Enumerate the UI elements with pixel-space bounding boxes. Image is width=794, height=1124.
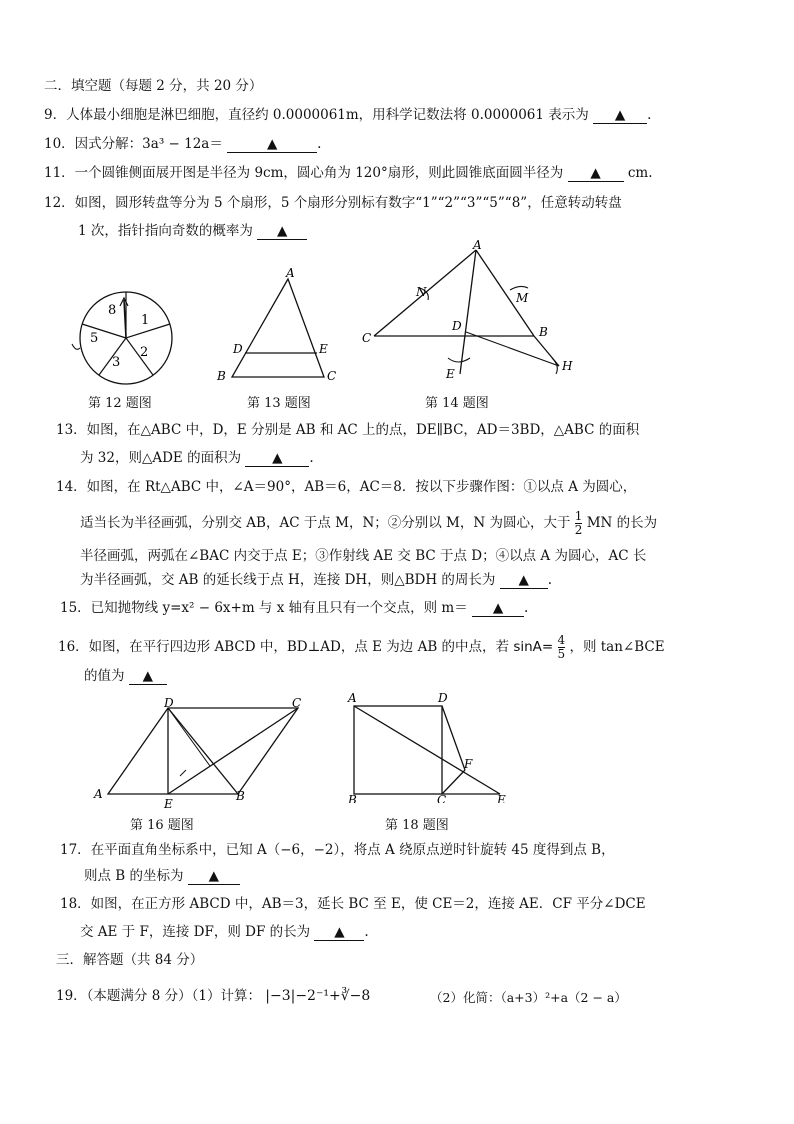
fig13-label-A: A <box>286 266 295 280</box>
question-17-line-1: 17．在平面直角坐标系中，已知 A（−6，−2），将点 A 绕原点逆时针旋转 45 度得到点 B， <box>60 842 615 858</box>
answer-blank-18[interactable]: ▲ <box>314 924 364 941</box>
fig14-label-C: C <box>362 331 372 345</box>
question-9-text: 9．人体最小细胞是淋巴细胞，直径约 0.0000061m，用科学记数法将 0.0000061 表示为 <box>44 107 589 123</box>
caption-figure-16: 第 16 题图 <box>130 818 194 833</box>
question-16-text-a: 16．如图，在平行四边形 ABCD 中，BD⊥AD，点 E 为边 AB 的中点，若 <box>58 639 510 655</box>
fraction-one-half <box>575 510 583 537</box>
fig12-sector-label: 5 <box>90 331 99 346</box>
question-9: 9．人体最小细胞是淋巴细胞，直径约 0.0000061m，用科学记数法将 0.0000061 表示为 ▲ . <box>44 107 652 123</box>
fig14-label-B: B <box>539 325 548 339</box>
sin-a-label: sinA= <box>513 639 554 655</box>
fig16-label-A: A <box>94 787 103 801</box>
question-14-line-4: 为半径画弧，交 AB 的延长线于点 H，连接 DH，则△BDH 的周长为 ▲ . <box>80 572 552 588</box>
fraction-numerator: 4 <box>557 633 566 647</box>
question-10-text: 10．因式分解：3a³ − 12a＝ <box>44 136 223 152</box>
figure-14-construction <box>356 238 586 383</box>
fig14-label-M: M <box>516 291 529 305</box>
question-11 <box>44 163 652 183</box>
question-10: 10．因式分解：3a³ − 12a＝ ▲ . <box>44 136 322 152</box>
answer-blank-13[interactable]: ▲ <box>245 450 309 467</box>
question-14-line-1: 14．如图，在 Rt△ABC 中，∠A＝90°，AB＝6，AC＝8．按以下步骤作图：①以点 A 为圆心， <box>56 479 637 495</box>
answer-blank-14[interactable]: ▲ <box>500 572 548 589</box>
question-17-text: 则点 B 的坐标为 <box>84 868 184 884</box>
answer-blank-16[interactable]: ▲ <box>129 668 167 685</box>
caption-figure-18: 第 18 题图 <box>385 818 449 833</box>
question-13-text: 为 32，则△ADE 的面积为 <box>80 450 242 466</box>
section-title-solve: 三．解答题（共 84 分） <box>56 952 204 968</box>
question-14-text: 为半径画弧，交 AB 的延长线于点 H，连接 DH，则△BDH 的周长为 <box>80 572 496 588</box>
fraction-denominator: 2 <box>574 523 583 537</box>
fig14-label-E: E <box>446 367 455 381</box>
caption-figure-13: 第 13 题图 <box>247 396 311 411</box>
rotation-arrow-icon <box>72 344 80 349</box>
figure-16-parallelogram <box>90 696 315 811</box>
question-17-line-2 <box>84 866 240 886</box>
question-16-text: 的值为 <box>84 668 125 684</box>
question-19-expression: |−3|−2⁻¹+∛−8 <box>265 988 371 1004</box>
fig12-sector-label: 8 <box>108 303 117 318</box>
fig18-label-E: E <box>497 793 506 803</box>
question-14-text-a: 适当长为半径画弧，分别交 AB，AC 于点 M，N；②分别以 M，N 为圆心，大于 <box>80 515 571 531</box>
fig13-label-D: D <box>233 342 243 356</box>
answer-blank-12[interactable]: ▲ <box>257 223 307 240</box>
fig14-label-A: A <box>473 238 482 252</box>
question-13-line-2: 为 32，则△ADE 的面积为 ▲ . <box>80 450 314 466</box>
fig16-label-D: D <box>164 696 174 710</box>
question-14-line-3: 半径画弧，两弧在∠BAC 内交于点 E；③作射线 AE 交 BC 于点 D；④以点 A 为圆心，AC 长 <box>80 548 647 564</box>
question-11-unit: cm. <box>627 165 653 181</box>
fraction-four-fifths <box>558 634 566 661</box>
question-16-text-b: ，则 tan∠BCE <box>569 639 665 655</box>
fraction-numerator: 1 <box>574 509 583 523</box>
question-13-line-1: 13．如图，在△ABC 中，D，E 分别是 AB 和 AC 上的点，DE∥BC，AD＝3BD，△ABC 的面积 <box>56 422 640 438</box>
question-16-line-2 <box>84 666 167 686</box>
fraction-denominator: 5 <box>557 647 566 661</box>
fig18-label-B: B <box>348 793 357 803</box>
question-12-line-2 <box>78 221 307 241</box>
fig12-sector-label: 3 <box>112 355 121 370</box>
question-19 <box>56 986 370 1006</box>
question-12-line-1: 12．如图，圆形转盘等分为 5 个扇形，5 个扇形分别标有数字“1”“2”“3”“5”“8”，任意转动转盘 <box>44 195 622 211</box>
fig12-sector-label: 2 <box>140 345 149 360</box>
caption-figure-12: 第 12 题图 <box>88 396 152 411</box>
answer-blank-9[interactable]: ▲ <box>593 107 647 124</box>
answer-blank-11[interactable]: ▲ <box>568 165 624 182</box>
question-18-line-2: 交 AE 于 F，连接 DF，则 DF 的长为 ▲ . <box>80 924 369 940</box>
fig14-label-N: N <box>416 285 427 299</box>
question-11-text: 11．一个圆锥侧面展开图是半径为 9cm，圆心角为 120°扇形，则此圆锥底面圆半径为 <box>44 165 564 181</box>
question-14-line-2 <box>80 510 657 537</box>
question-14-text-b: MN 的长为 <box>586 515 658 531</box>
question-19-text-a: 19．（本题满分 8 分）（1）计算： <box>56 988 261 1004</box>
question-18-text: 交 AE 于 F，连接 DF，则 DF 的长为 <box>80 924 311 940</box>
fig12-sector-label: 1 <box>141 313 150 328</box>
fig18-label-F: F <box>464 757 473 771</box>
fig18-label-A: A <box>348 691 357 705</box>
section-title-fill: 二．填空题（每题 2 分，共 20 分） <box>44 78 263 94</box>
question-15: 15．已知抛物线 y=x² − 6x+m 与 x 轴有且只有一个交点，则 m＝ ▲ . <box>60 600 529 616</box>
fig16-label-B: B <box>236 789 245 803</box>
question-19-part-2: （2）化简：（a+3）²+a（2 − a） <box>430 990 627 1005</box>
question-18-line-1: 18．如图，在正方形 ABCD 中，AB＝3，延长 BC 至 E，使 CE＝2，连接 AE．CF 平分∠DCE <box>60 896 646 912</box>
answer-blank-15[interactable]: ▲ <box>472 600 524 617</box>
fig18-label-C: C <box>437 793 447 803</box>
figure-13-triangle <box>212 265 342 390</box>
fig14-label-H: H <box>562 359 573 373</box>
question-16-line-1 <box>58 634 665 661</box>
fig14-label-D: D <box>452 319 462 333</box>
question-15-text: 15．已知抛物线 y=x² − 6x+m 与 x 轴有且只有一个交点，则 m＝ <box>60 600 468 616</box>
answer-blank-17[interactable]: ▲ <box>188 868 240 885</box>
fig13-label-E: E <box>319 342 328 356</box>
answer-blank-10[interactable]: ▲ <box>227 136 317 153</box>
question-12-text: 1 次，指针指向奇数的概率为 <box>78 223 253 239</box>
caption-figure-14: 第 14 题图 <box>425 396 489 411</box>
fig18-label-D: D <box>438 691 448 705</box>
fig13-label-C: C <box>327 369 337 383</box>
figure-18-square <box>340 688 520 803</box>
fig16-label-C: C <box>292 696 302 710</box>
fig13-label-B: B <box>217 369 226 383</box>
fig16-label-E: E <box>164 797 173 811</box>
figure-12-spinner <box>68 290 186 390</box>
